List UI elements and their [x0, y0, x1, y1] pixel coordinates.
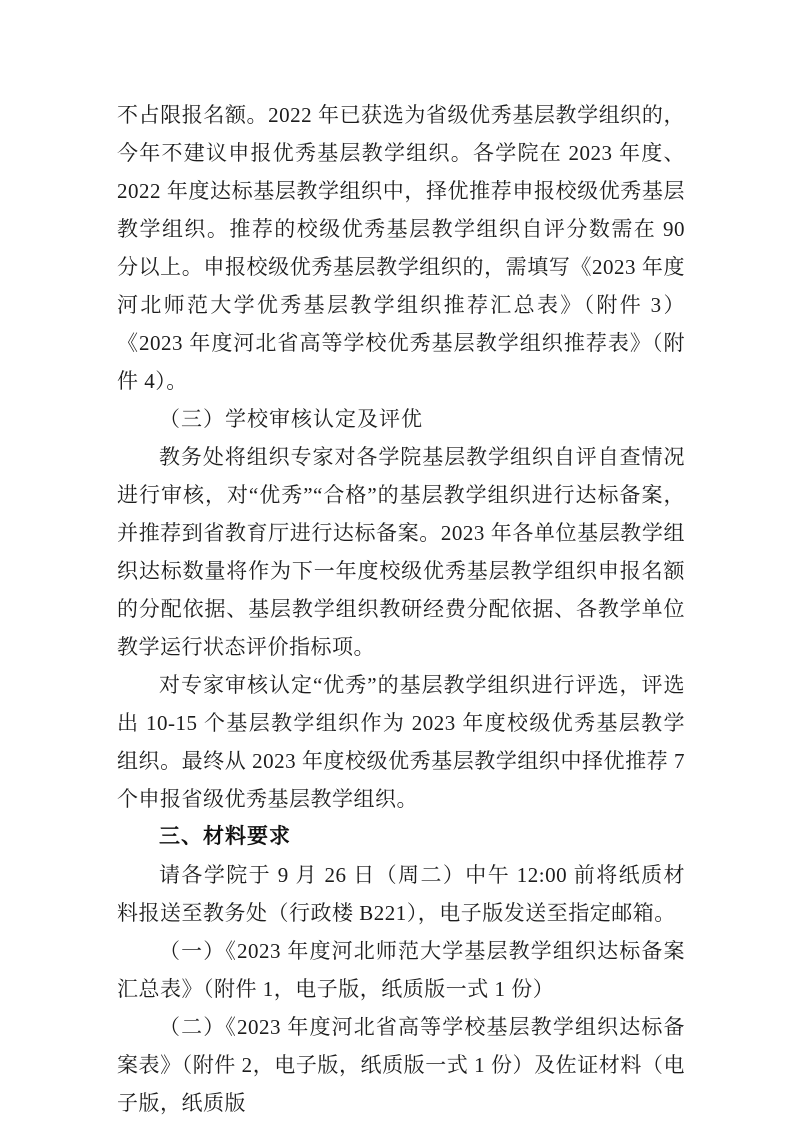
- paragraph-material-item-2: （二）《2023 年度河北省高等学校基层教学组织达标备案表》（附件 2，电子版，纸质版一式 1 份）及佐证材料（电子版，纸质版: [117, 1015, 685, 1115]
- subsection-heading-school-review: （三）学校审核认定及评优: [159, 407, 423, 431]
- paragraph-selection-quota: 对专家审核认定“优秀”的基层教学组织进行评选，评选出 10-15 个基层教学组织作为 2023 年度校级优秀基层教学组织。最终从 2023 年度校级优秀基层教学组织中择优推荐 7 个申报省级优秀基层教学组织。: [117, 673, 685, 811]
- paragraph-continuation: 不占限报名额。2022 年已获选为省级优秀基层教学组织的，今年不建议申报优秀基层教学组织。各学院在 2023 年度、2022 年度达标基层教学组织中，择优推荐申报校级优秀基层教学组织。推荐的校级优秀基层教学组织自评分数需在 90 分以上。申报校级优秀基层教学组织的，需填写《2023 年度河北师范大学优秀基层教学组织推荐汇总表》（附件 3）《2023 年度河北省高等学校优秀基层教学组织推荐表》（附件 4）。: [117, 103, 685, 393]
- document-body: [117, 96, 685, 1122]
- paragraph-material-item-1: （一）《2023 年度河北师范大学基层教学组织达标备案汇总表》（附件 1，电子版，纸质版一式 1 份）: [117, 939, 685, 1001]
- paragraph-submission-deadline: 请各学院于 9 月 26 日（周二）中午 12:00 前将纸质材料报送至教务处（行政楼 B221），电子版发送至指定邮箱。: [117, 863, 685, 925]
- section-heading-material-requirements: 三、材料要求: [159, 825, 291, 848]
- paragraph-review-process: 教务处将组织专家对各学院基层教学组织自评自查情况进行审核，对“优秀”“合格”的基层教学组织进行达标备案，并推荐到省教育厅进行达标备案。2023 年各单位基层教学组织达标数量将作为下一年度校级优秀基层教学组织申报名额的分配依据、基层教学组织教研经费分配依据、各教学单位教学运行状态评价指标项。: [117, 445, 685, 659]
